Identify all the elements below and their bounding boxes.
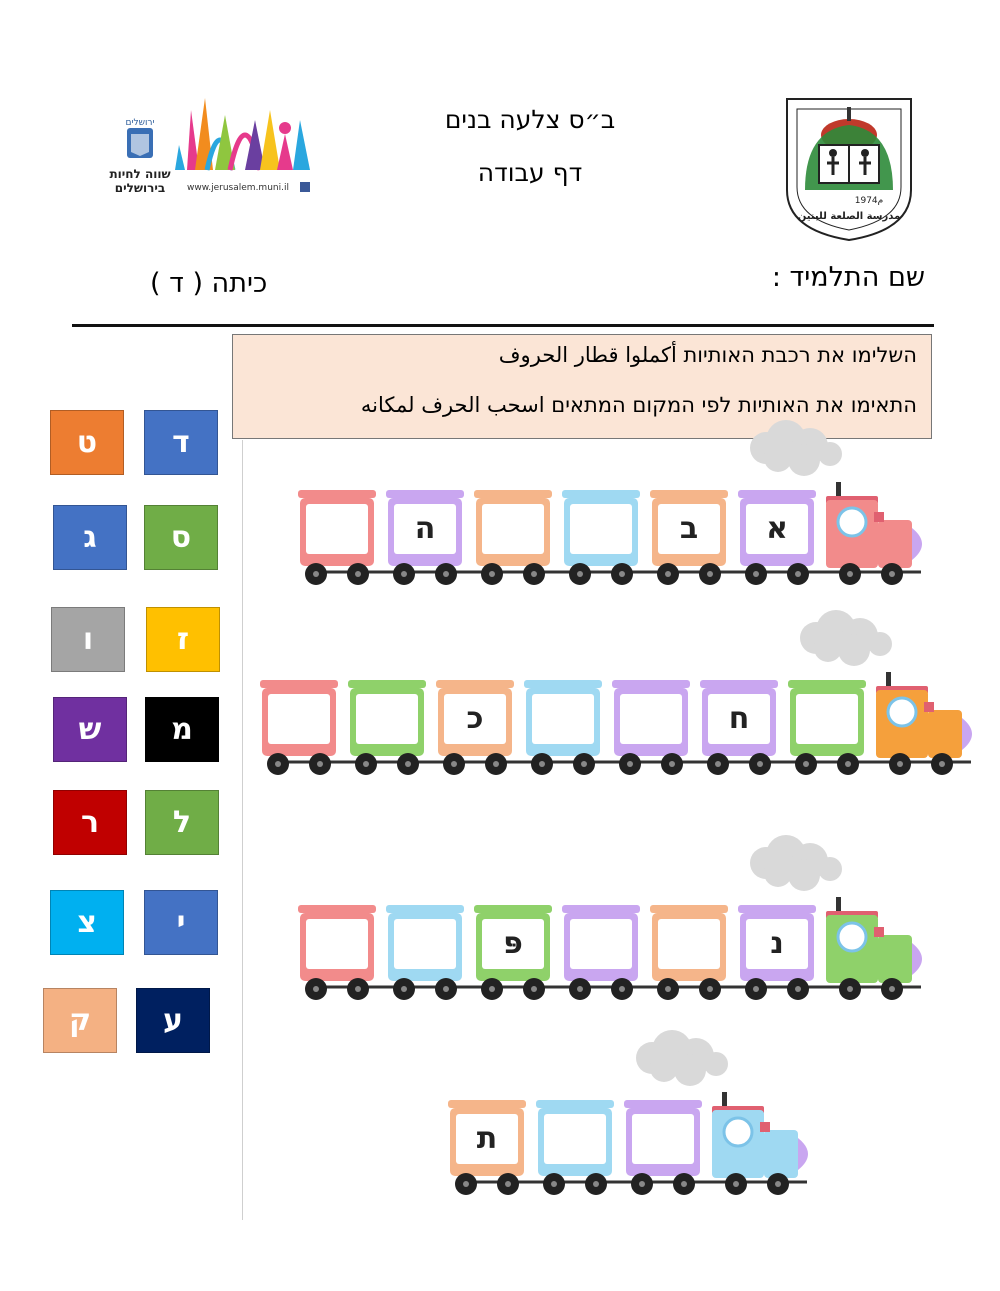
letter-tile[interactable]: ר — [53, 790, 127, 855]
smoke-cloud-icon — [800, 610, 892, 666]
jerusalem-emblem-icon — [125, 118, 154, 158]
car-letter: פּ — [503, 926, 523, 961]
letter-tile[interactable]: ד — [144, 410, 218, 475]
car-letter: ה — [414, 511, 436, 546]
train-4 — [0, 1050, 1000, 1210]
facebook-icon — [300, 182, 310, 192]
svg-text:ירושלים: ירושלים — [125, 118, 155, 128]
letter-slot[interactable] — [632, 1114, 694, 1164]
smoke-cloud-icon — [636, 1030, 728, 1086]
letter-slot[interactable] — [394, 919, 456, 969]
header-divider — [72, 324, 934, 327]
letter-slot[interactable] — [658, 919, 720, 969]
letter-tile[interactable]: ע — [136, 988, 210, 1053]
train-1 — [0, 440, 1000, 600]
class-label: כיתה ( ד ) — [150, 268, 268, 299]
letter-tile[interactable]: צ — [50, 890, 124, 955]
train-3 — [0, 855, 1000, 1015]
car-letter: נ — [770, 926, 784, 961]
train-engine — [712, 1092, 808, 1195]
letter-slot[interactable] — [356, 694, 418, 744]
train-engine — [826, 897, 922, 1000]
letter-slot[interactable] — [620, 694, 682, 744]
svg-text:שווה לחיות: שווה לחיות — [109, 167, 171, 181]
svg-text:1974م: 1974م — [854, 196, 884, 206]
school-crest-logo — [783, 95, 915, 243]
letter-slot[interactable] — [482, 504, 544, 554]
train-engine — [876, 672, 972, 775]
letter-tile[interactable]: ס — [144, 505, 218, 570]
letter-slot[interactable] — [570, 504, 632, 554]
letter-tile[interactable]: ש — [53, 697, 127, 762]
letter-tile[interactable]: ק — [43, 988, 117, 1053]
svg-text:בירושלים: בירושלים — [114, 181, 166, 195]
letter-tile[interactable]: ז — [146, 607, 220, 672]
letter-slot[interactable] — [306, 919, 368, 969]
letter-slot[interactable] — [544, 1114, 606, 1164]
svg-text:www.jerusalem.muni.il: www.jerusalem.muni.il — [187, 183, 289, 193]
letter-slot[interactable] — [796, 694, 858, 744]
letter-tile[interactable]: מ — [145, 697, 219, 762]
car-letter: כ — [466, 701, 484, 736]
letter-tile[interactable]: ט — [50, 410, 124, 475]
instructions-box — [232, 334, 932, 439]
letter-tile[interactable]: י — [144, 890, 218, 955]
svg-text:مدرسة الصلعة للبنين: مدرسة الصلعة للبنين — [797, 211, 901, 222]
car-letter: ח — [728, 701, 750, 736]
student-name-label: שם התלמיד : — [771, 262, 925, 293]
letter-tile[interactable]: ו — [51, 607, 125, 672]
jerusalem-municipality-logo — [95, 90, 320, 205]
smoke-cloud-icon — [750, 835, 842, 891]
instruction-line-2: התאימו את האותיות לפי המקום המתאים اسحب الحرف لمكانه — [360, 393, 917, 417]
train-2 — [0, 630, 1000, 790]
letter-slot[interactable] — [306, 504, 368, 554]
car-letter: א — [766, 511, 788, 546]
letter-slot[interactable] — [570, 919, 632, 969]
sheet-title: דף עבודה — [477, 158, 583, 187]
letter-slot[interactable] — [268, 694, 330, 744]
letter-slot[interactable] — [532, 694, 594, 744]
car-letter: ת — [476, 1121, 498, 1156]
letter-tile[interactable]: ל — [145, 790, 219, 855]
skyline-graphic — [175, 98, 310, 170]
car-letter: ב — [679, 511, 699, 546]
train-engine — [826, 482, 922, 585]
instruction-line-1: השלימו את רכבת האותיות أكملوا قطار الحروف — [498, 343, 917, 367]
school-name: ב״ס צלעה בנים — [444, 105, 616, 134]
letter-tile[interactable]: ג — [53, 505, 127, 570]
